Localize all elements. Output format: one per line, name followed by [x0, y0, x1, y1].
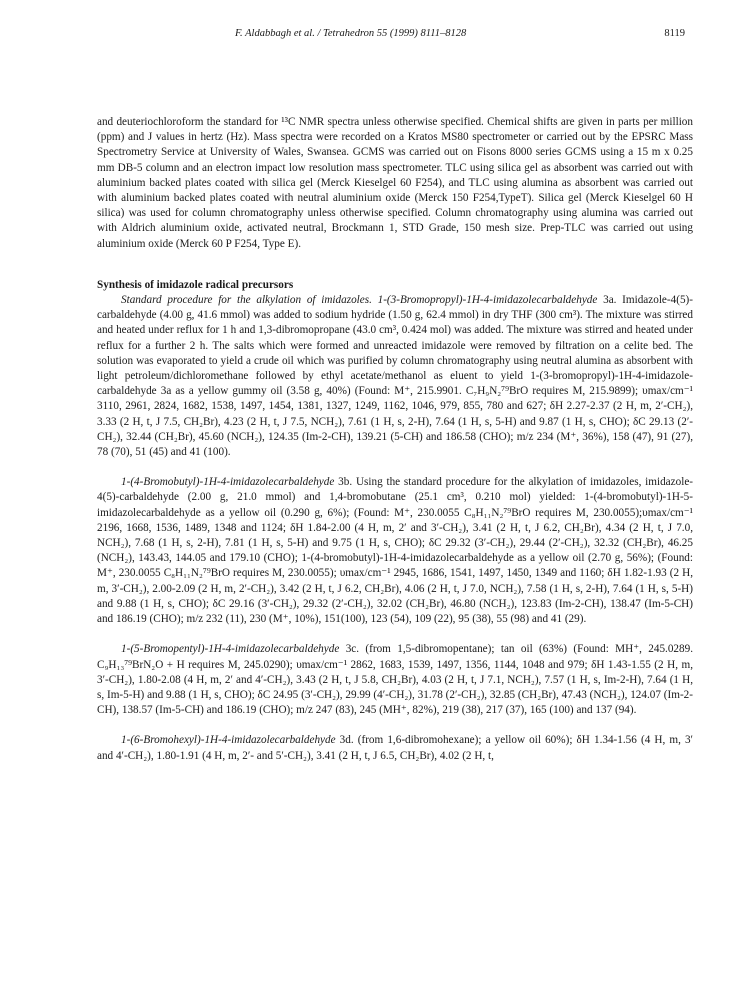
- spacer: [97, 252, 693, 278]
- spacer: [97, 627, 693, 642]
- compound-3d-text: 3d. (from 1,6-dibromohexane); a yellow oil 60%); δH 1.34-1.56 (4 H, m, 3′ and 4′-CH₂), 1.80-1.91 (4 H, m, 2′- and 5′-CH₂), 3.41 (2 H, t, J 6.5, CH₂Br), 4.02 (2 H, t,: [97, 734, 694, 762]
- running-head: F. Aldabbagh et al. / Tetrahedron 55 (1999) 8111–8128: [235, 28, 467, 39]
- spacer: [97, 460, 693, 475]
- section-heading: Synthesis of imidazole radical precursors: [97, 278, 294, 291]
- compound-3b-text: 3b. Using the standard procedure for the alkylation of imidazoles, imidazole-4(5)-carbaldehyde (2.00 g, 21.0 mmol) and 1,4-bromobutane (25.1 cm³, 0.210 mol) yielded: 1-(4-bromobutyl)-1H-5-imidazolecarbaldehyde as a yellow oil (0.290 g, 6%); (Found: M⁺, 230.0055 C₈H₁₁N₂⁷⁹BrO requires M, 230.0055);υmax/cm⁻¹ 2196, 1668, 1536, 1489, 1348 and 1124; δH 1.84-2.00 (4 H, m, 2′ and 3′-CH₂), 3.41 (2 H, t, J 6.2, CH₂Br), 4.34 (2 H, t, J 7.0, NCH₂), 7.68 (1 H, s, 2-H), 7.81 (1 H, s, 5-H) and 9.75 (1 H, s, CHO); δC 29.32 (3′-CH₂), 29.44 (2′-CH₂), 32.32 (CH₂Br), 46.25 (NCH₂), 143.43, 144.05 and 179.10 (CHO); 1-(4-bromobutyl)-1H-4-imidazolecarbaldehyde as a yellow oil (2.70 g, 56%); (Found: M⁺, 230.0055 C₈H₁₁N₂⁷⁹BrO requires M, 230.0055); υmax/cm⁻¹ 2945, 1686, 1541, 1497, 1450, 1349 and 1160; δH 1.82-1.93 (2 H, m, 3′-CH₂), 2.00-2.09 (2 H, m, 2′-CH₂), 3.42 (2 H, t, J 6.2, CH₂Br), 4.06 (2 H, t, J 7.0, NCH₂), 7.58 (1 H, s, 2-H), 7.64 (1 H, s, 5-H) and 9.88 (1 H, s, CHO); δC 29.16 (3′-CH₂), 29.32 (2′-CH₂), 32.02 (CH₂Br), 46.80 (NCH₂), 123.83 (Im-2-CH), 138.47 (Im-5-CH) and 186.19 (CHO); m/z 232 (11), 230 (M⁺, 10%), 151(100), 123 (54), 109 (22), 95 (38), 55 (98) and 41 (29).: [97, 476, 694, 626]
- compound-3c-title: 1-(5-Bromopentyl)-1H-4-imidazolecarbaldehyde: [121, 643, 340, 656]
- paragraph-general-methods: and deuteriochloroform the standard for ¹³C NMR spectra unless otherwise specified. Chemical shifts are given in parts per million (ppm) and J values in hertz (Hz). Mass spectra were recorded on a Kratos MS80 spectrometer or carried out by the EPSRC Mass Spectrometry Service at University of Wales, Swansea. GCMS was carried out on Fisons 8000 series GCMS using a 15 m x 0.25 mm DB-5 column and an electron impact low resolution mass spectrometer. TLC using silica gel as absorbent was carried out with aluminium backed plates coated with silica gel (Merck Kieselgel 60 F254), and TLC using alumina as absorbent was carried out with aluminium backed plates coated with neutral aluminium oxide (Merck 150 F254,TypeT). Silica gel (Merck Kieselgel 60 H silica) was used for column chromatography unless otherwise specified. Column chromatography using alumina was carried out with Aldrich aluminium oxide, activated neutral, Brockmann 1, STD Grade, 150 mesh size. Prep-TLC was carried out using aluminium oxide (Merck 60 P F254, Type E).: [97, 116, 693, 250]
- paragraph-compound-3d: [97, 733, 693, 763]
- compound-3a-text: 3a. Imidazole-4(5)-carbaldehyde (4.00 g, 41.6 mmol) was added to sodium hydride (1.50 g, 62.4 mmol) in dry THF (300 cm³). The mixture was stirred and heated under reflux for 1 h and 1,3-dibromopropane (43.0 cm³, 0.424 mol) was added. The mixture was stirred and heated under reflux for a further 2 h. The salts which were formed and unreacted imidazole were removed by filtration on a celite bed. The solution was evaporated to yield a crude oil which was purified by column chromatography using neutral alumina as absorbent with light petroleum/dichloromethane followed by ethyl acetate/methanol as eluent to yield 1-(3-bromopropyl)-1H-4-imidazole-carbaldehyde 3a as a yellow gummy oil (3.58 g, 40%) (Found: M⁺, 215.9901. C₇H₉N₂⁷⁹BrO requires M, 215.9899); υmax/cm⁻¹ 3110, 2961, 2824, 1682, 1538, 1497, 1454, 1381, 1327, 1249, 1162, 1046, 979, 855, 780 and 627; δH 2.27-2.37 (2 H, m, 2′-CH₂), 3.33 (2 H, t, J 7.5, CH₂Br), 4.23 (2 H, t, J 7.5, NCH₂), 7.61 (1 H, s, 2-H), 7.64 (1 H, s, 5-H) and 9.87 (1 H, s, CHO); δC 29.13 (2′-CH₂), 32.44 (CH₂Br), 45.60 (NCH₂), 124.35 (Im-2-CH), 139.21 (5-CH) and 186.58 (CHO); m/z 234 (M⁺, 36%), 158 (47), 91 (27), 78 (70), 51 (45) and 41 (100).: [97, 294, 693, 459]
- compound-3a-title: Standard procedure for the alkylation of imidazoles. 1-(3-Bromopropyl)-1H-4-imidazolecarbaldehyde: [121, 294, 598, 307]
- paragraph-compound-3a: [97, 293, 693, 460]
- compound-3b-title: 1-(4-Bromobutyl)-1H-4-imidazolecarbaldehyde: [121, 476, 335, 489]
- compound-3d-title: 1-(6-Bromohexyl)-1H-4-imidazolecarbaldehyde: [121, 734, 336, 747]
- spacer: [97, 718, 693, 733]
- paragraph-compound-3b: [97, 475, 693, 627]
- page-body: [97, 115, 693, 764]
- paragraph-compound-3c: [97, 642, 693, 718]
- page-number: 8119: [664, 28, 685, 39]
- compound-3c-text: 3c. (from 1,5-dibromopentane); tan oil (63%) (Found: MH⁺, 245.0289. C₉H₁₃⁷⁹BrN₂O + H requires M, 245.0290); υmax/cm⁻¹ 2862, 1683, 1539, 1497, 1356, 1144, 1048 and 979; δH 1.43-1.55 (2 H, m, 3′-CH₂), 1.80-2.08 (4 H, m, 2′ and 4′-CH₂), 3.43 (2 H, t, J 5.8, CH₂Br), 4.03 (2 H, t, J 7.1, NCH₂), 7.57 (1 H, s, Im-2-H), 7.64 (1 H, s, Im-5-H) and 9.88 (1 H, s, CHO); δC 24.95 (3′-CH₂), 29.99 (4′-CH₂), 31.78 (2′-CH₂), 32.85 (CH₂Br), 47.43 (NCH₂), 124.07 (Im-2-CH), 138.57 (Im-5-CH) and 186.19 (CHO); m/z 247 (83), 245 (MH⁺, 82%), 219 (38), 217 (37), 165 (100) and 137 (94).: [97, 643, 694, 717]
- page-header: [95, 28, 685, 44]
